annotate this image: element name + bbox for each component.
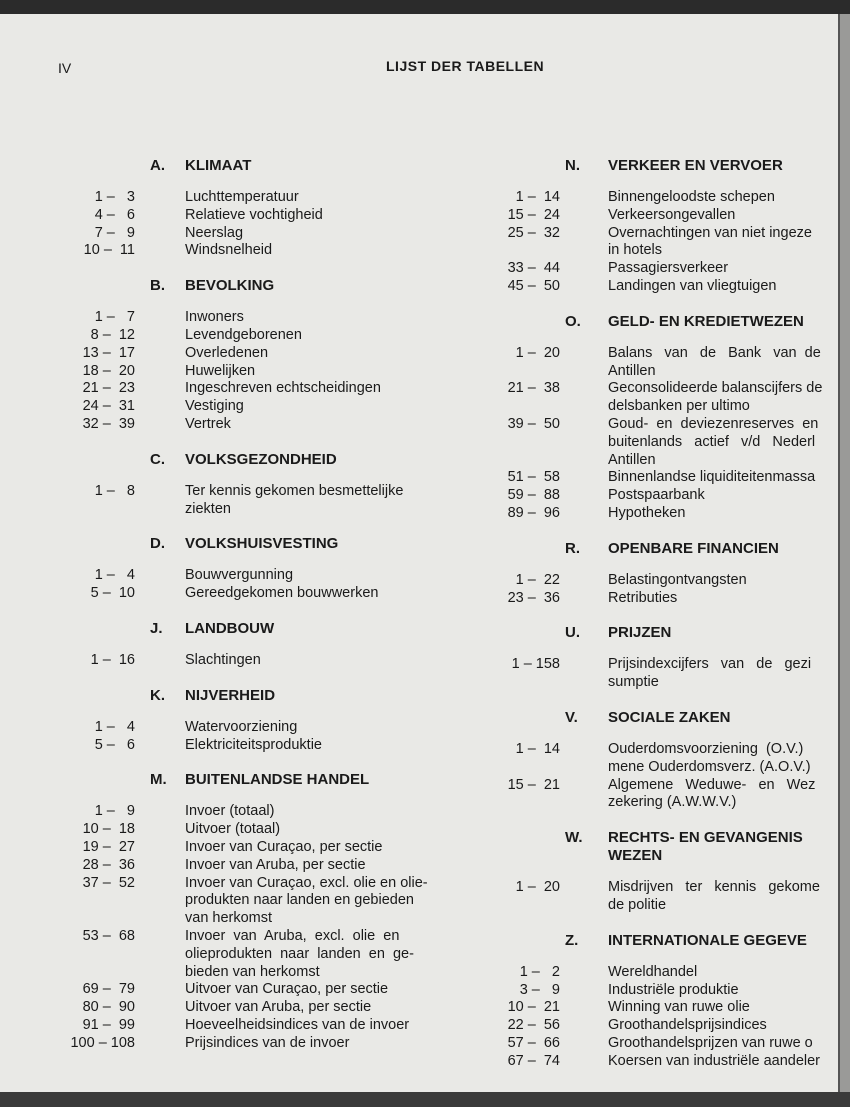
section-title: GELD- EN KREDIETWEZEN xyxy=(608,312,804,330)
table-name: Balans van de Bank van de Antillen xyxy=(608,344,821,379)
table-entry xyxy=(55,225,505,243)
table-entry xyxy=(55,719,505,737)
table-range: 67 – 74 xyxy=(507,1052,560,1069)
section-title: INTERNATIONALE GEGEVE xyxy=(608,931,807,949)
section-heading xyxy=(485,624,838,642)
table-range: 1 – 22 xyxy=(515,571,560,588)
table-range: 1 – 20 xyxy=(515,344,560,361)
table-entry xyxy=(485,207,838,225)
section-letter: C. xyxy=(150,450,165,468)
table-range: 22 – 56 xyxy=(507,1017,560,1034)
section-title: OPENBARE FINANCIEN xyxy=(608,539,779,557)
table-name: Groothandelsprijsindices xyxy=(608,1017,767,1034)
table-name: Overnachtingen van niet ingeze in hotels xyxy=(608,224,812,259)
table-entry xyxy=(485,505,838,523)
table-range: 100 – 108 xyxy=(70,1034,135,1051)
table-name: Hoeveelheidsindices van de invoer xyxy=(185,1016,410,1033)
section-letter: Z. xyxy=(565,931,579,949)
section-title: BUITENLANDSE HANDEL xyxy=(185,771,370,789)
table-range: 69 – 79 xyxy=(82,981,135,998)
table-entry xyxy=(485,189,838,207)
page-title: LIJST DER TABELLEN xyxy=(386,58,545,74)
table-entry xyxy=(55,875,505,928)
section-heading xyxy=(55,451,505,469)
table-name: Inwoners xyxy=(185,309,244,326)
table-name: Algemene Weduwe- en Wez zekering (A.W.W.V.) xyxy=(608,776,816,811)
table-name: Belastingontvangsten xyxy=(608,571,747,588)
table-range: 19 – 27 xyxy=(82,838,135,855)
table-entry xyxy=(55,207,505,225)
table-name: Huwelijken xyxy=(185,362,256,379)
table-range: 32 – 39 xyxy=(82,415,135,432)
table-range: 1 – 4 xyxy=(94,567,135,584)
table-section xyxy=(485,932,838,1071)
table-range: 18 – 20 xyxy=(82,362,135,379)
section-letter: R. xyxy=(565,539,580,557)
table-entry xyxy=(485,656,838,692)
section-letter: J. xyxy=(150,619,163,637)
section-heading xyxy=(55,687,505,705)
section-title: VOLKSHUISVESTING xyxy=(185,535,339,553)
table-name: Hypotheken xyxy=(608,504,686,521)
table-entry xyxy=(55,981,505,999)
table-entry xyxy=(55,567,505,585)
table-name: Geconsolideerde balanscijfers de delsbanken per ultimo xyxy=(608,380,823,415)
table-name: Prijsindexcijfers van de gezi sumptie xyxy=(608,656,812,691)
scan-right-edge xyxy=(838,14,850,1092)
table-entry xyxy=(485,999,838,1017)
table-section xyxy=(485,313,838,523)
table-section xyxy=(55,451,505,519)
table-range: 23 – 36 xyxy=(507,589,560,606)
section-letter: D. xyxy=(150,535,165,553)
table-range: 1 – 8 xyxy=(94,482,135,499)
section-heading xyxy=(485,709,838,727)
section-heading xyxy=(55,277,505,295)
table-entry xyxy=(55,737,505,755)
table-range: 1 – 14 xyxy=(515,189,560,205)
table-entry xyxy=(55,652,505,670)
table-range: 37 – 52 xyxy=(82,874,135,891)
table-entry xyxy=(485,741,838,777)
table-section xyxy=(55,535,505,603)
table-entry xyxy=(485,1053,838,1071)
table-name: Invoer (totaal) xyxy=(185,803,275,820)
table-section xyxy=(485,540,838,608)
table-section xyxy=(55,771,505,1052)
table-name: Invoer van Curaçao, excl. olie en olie- produkten naar landen en gebieden van herkomst xyxy=(185,874,428,927)
table-section xyxy=(485,624,838,692)
table-entry xyxy=(485,777,838,813)
table-range: 1 – 16 xyxy=(90,651,135,668)
section-heading xyxy=(55,157,505,175)
left-column xyxy=(55,157,505,1070)
table-name: Bouwvergunning xyxy=(185,567,294,584)
table-range: 53 – 68 xyxy=(82,927,135,944)
section-title: KLIMAAT xyxy=(185,157,252,174)
table-range: 45 – 50 xyxy=(507,277,560,294)
table-entry xyxy=(485,982,838,1000)
table-entry xyxy=(485,345,838,381)
table-name: Ter kennis gekomen besmettelijke ziekten xyxy=(185,482,404,517)
table-range: 1 – 4 xyxy=(94,718,135,735)
table-range: 5 – 6 xyxy=(94,736,135,753)
table-name: Industriële produktie xyxy=(608,981,739,998)
table-range: 1 – 9 xyxy=(94,803,135,820)
section-title: VOLKSGEZONDHEID xyxy=(185,450,337,468)
table-name: Invoer van Aruba, excl. olie en olieprodukten naar landen en ge- bieden van herkomst xyxy=(185,927,414,980)
table-name: Uitvoer van Curaçao, per sectie xyxy=(185,981,389,998)
table-entry xyxy=(485,260,838,278)
table-range: 8 – 12 xyxy=(90,326,135,343)
table-range: 1 – 14 xyxy=(515,740,560,757)
section-title: PRIJZEN xyxy=(608,624,672,642)
table-entry xyxy=(55,327,505,345)
table-range: 13 – 17 xyxy=(82,344,135,361)
table-range: 57 – 66 xyxy=(507,1034,560,1051)
table-entry xyxy=(485,590,838,608)
table-name: Levendgeborenen xyxy=(185,326,302,343)
table-range: 1 – 2 xyxy=(519,963,560,980)
table-entry xyxy=(55,398,505,416)
section-heading xyxy=(485,932,838,950)
table-name: Misdrijven ter kennis gekome de politie xyxy=(608,879,820,913)
table-name: Vertrek xyxy=(185,415,231,432)
table-entry xyxy=(55,928,505,981)
table-range: 7 – 9 xyxy=(94,224,135,241)
table-entry xyxy=(55,803,505,821)
table-range: 89 – 96 xyxy=(507,504,560,521)
section-title: BEVOLKING xyxy=(185,277,275,295)
table-range: 10 – 21 xyxy=(507,999,560,1016)
table-name: Overledenen xyxy=(185,344,269,361)
table-range: 39 – 50 xyxy=(507,415,560,432)
table-entry xyxy=(485,1035,838,1053)
section-heading xyxy=(55,535,505,553)
section-letter: O. xyxy=(565,312,581,330)
table-name: Ingeschreven echtscheidingen xyxy=(185,380,381,397)
table-name: Gereedgekomen bouwwerken xyxy=(185,585,379,602)
table-range: 33 – 44 xyxy=(507,260,560,277)
table-range: 3 – 9 xyxy=(519,981,560,998)
table-name: Retributies xyxy=(608,589,678,606)
section-title: SOCIALE ZAKEN xyxy=(608,708,731,726)
table-name: Watervoorziening xyxy=(185,718,298,735)
table-name: Invoer van Aruba, per sectie xyxy=(185,856,366,873)
table-section xyxy=(55,277,505,434)
table-name: Ouderdomsvoorziening (O.V.) mene Ouderdomsverz. (A.O.V.) xyxy=(608,740,811,775)
table-name: Binnengeloodste schepen xyxy=(608,189,775,205)
table-entry xyxy=(55,821,505,839)
section-letter: N. xyxy=(565,157,580,174)
table-range: 1 – 3 xyxy=(94,189,135,205)
table-range: 5 – 10 xyxy=(90,585,135,602)
table-name: Groothandelsprijzen van ruwe o xyxy=(608,1034,813,1051)
table-entry xyxy=(55,1035,505,1053)
table-entry xyxy=(55,189,505,207)
table-entry xyxy=(485,879,838,915)
table-section xyxy=(485,829,838,915)
section-heading xyxy=(485,540,838,558)
table-entry xyxy=(485,964,838,982)
table-name: Uitvoer (totaal) xyxy=(185,821,281,838)
section-heading xyxy=(55,771,505,789)
table-range: 10 – 18 xyxy=(82,821,135,838)
table-name: Goud- en deviezenreserves en buitenlands actief v/d Nederl Antillen xyxy=(608,415,819,468)
table-name: Landingen van vliegtuigen xyxy=(608,277,777,294)
table-entry xyxy=(55,242,505,260)
table-entry xyxy=(55,309,505,327)
table-range: 1 – 158 xyxy=(511,656,560,673)
section-letter: B. xyxy=(150,277,165,295)
table-range: 4 – 6 xyxy=(94,206,135,223)
table-name: Passagiersverkeer xyxy=(608,260,729,277)
scan-top-border xyxy=(0,0,850,14)
section-title: VERKEER EN VERVOER xyxy=(608,157,783,174)
table-entry xyxy=(55,839,505,857)
right-column xyxy=(485,157,838,1088)
table-entry xyxy=(55,380,505,398)
table-range: 24 – 31 xyxy=(82,398,135,415)
section-letter: W. xyxy=(565,829,583,847)
section-letter: K. xyxy=(150,686,165,704)
table-entry xyxy=(55,363,505,381)
section-letter: A. xyxy=(150,157,165,174)
table-range: 21 – 23 xyxy=(82,380,135,397)
page-number: IV xyxy=(58,60,72,76)
table-range: 51 – 58 xyxy=(507,469,560,486)
section-letter: V. xyxy=(565,708,578,726)
table-name: Uitvoer van Aruba, per sectie xyxy=(185,999,372,1016)
table-entry xyxy=(55,1017,505,1035)
table-section xyxy=(485,157,838,296)
table-range: 25 – 32 xyxy=(507,224,560,241)
table-range: 80 – 90 xyxy=(82,999,135,1016)
table-entry xyxy=(55,345,505,363)
table-section xyxy=(55,157,505,260)
table-section xyxy=(485,709,838,812)
table-range: 1 – 20 xyxy=(515,879,560,896)
section-letter: M. xyxy=(150,771,167,789)
table-range: 91 – 99 xyxy=(82,1016,135,1033)
table-entry xyxy=(485,380,838,416)
table-entry xyxy=(485,278,838,296)
table-name: Invoer van Curaçao, per sectie xyxy=(185,838,383,855)
table-range: 28 – 36 xyxy=(82,856,135,873)
scan-bottom-border xyxy=(0,1092,850,1107)
table-section xyxy=(55,620,505,670)
table-entry xyxy=(485,225,838,261)
table-name: Slachtingen xyxy=(185,651,261,668)
table-name: Vestiging xyxy=(185,398,244,415)
section-heading xyxy=(485,829,838,865)
table-name: Prijsindices van de invoer xyxy=(185,1034,350,1051)
table-name: Luchttemperatuur xyxy=(185,189,299,205)
table-entry xyxy=(485,487,838,505)
table-name: Postspaarbank xyxy=(608,487,705,504)
table-name: Elektriciteitsproduktie xyxy=(185,736,322,753)
section-heading xyxy=(55,620,505,638)
table-section xyxy=(55,687,505,755)
table-entry xyxy=(55,857,505,875)
table-name: Verkeersongevallen xyxy=(608,206,736,223)
table-name: Binnenlandse liquiditeitenmassa xyxy=(608,469,816,486)
table-range: 10 – 11 xyxy=(83,242,135,259)
table-name: Koersen van industriële aandeler xyxy=(608,1052,820,1069)
table-name: Neerslag xyxy=(185,224,244,241)
table-name: Wereldhandel xyxy=(608,963,698,980)
table-range: 15 – 24 xyxy=(507,206,560,223)
section-title: RECHTS- EN GEVANGENIS WEZEN xyxy=(608,829,803,865)
table-range: 59 – 88 xyxy=(507,487,560,504)
section-heading xyxy=(485,157,838,175)
table-entry xyxy=(55,416,505,434)
table-name: Winning van ruwe olie xyxy=(608,999,750,1016)
table-entry xyxy=(55,483,505,519)
section-letter: U. xyxy=(565,624,580,642)
table-entry xyxy=(485,572,838,590)
table-name: Windsnelheid xyxy=(185,242,273,259)
section-title: NIJVERHEID xyxy=(185,686,276,704)
table-range: 1 – 7 xyxy=(94,309,135,326)
section-title: LANDBOUW xyxy=(185,619,275,637)
table-name: Relatieve vochtigheid xyxy=(185,206,323,223)
table-entry xyxy=(55,585,505,603)
table-entry xyxy=(485,1017,838,1035)
table-entry xyxy=(55,999,505,1017)
section-heading xyxy=(485,313,838,331)
table-range: 21 – 38 xyxy=(507,380,560,397)
table-range: 15 – 21 xyxy=(507,776,560,793)
table-entry xyxy=(485,469,838,487)
table-entry xyxy=(485,416,838,469)
